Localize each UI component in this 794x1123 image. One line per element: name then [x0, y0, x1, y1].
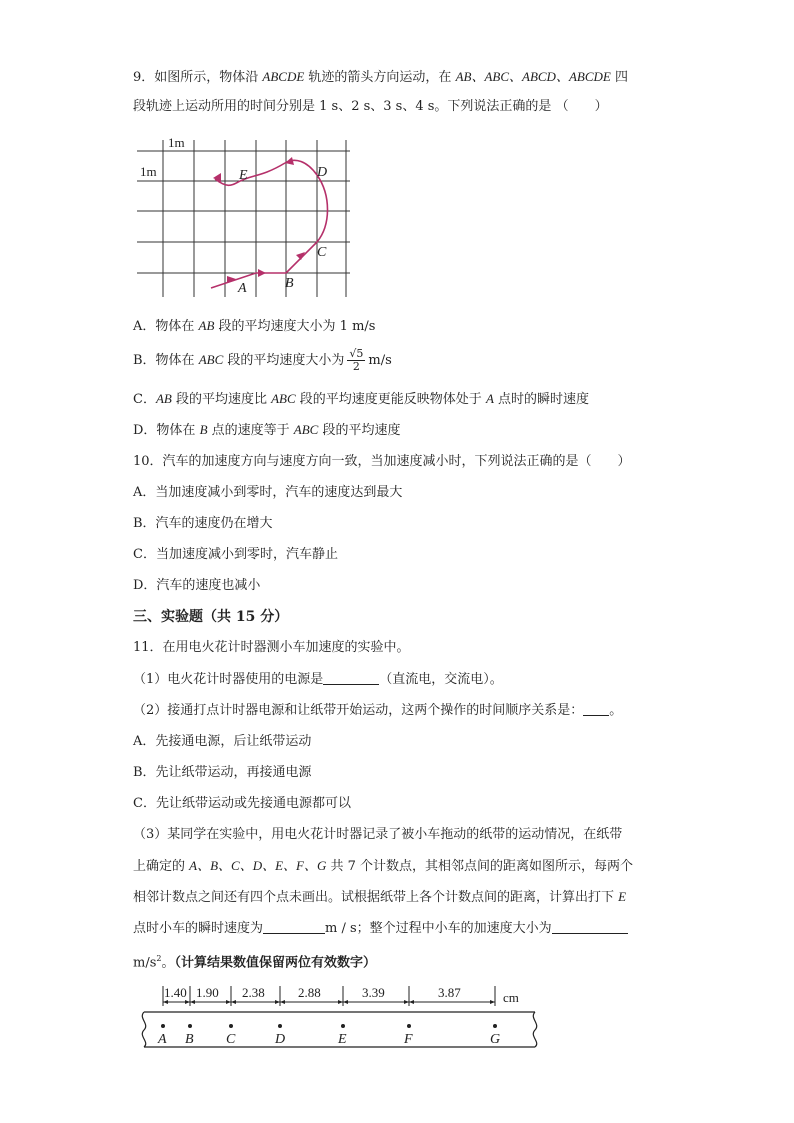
tape-dots	[161, 1024, 497, 1028]
option-a-text: A．物体在	[133, 319, 199, 334]
q11-option-b: B．先让纸带运动，再接通电源	[133, 765, 312, 780]
q11-unit: m/s	[133, 955, 157, 971]
q11-points-label: A、B、C、D、E、F、G	[189, 858, 327, 873]
distance-ab: 1.40	[164, 985, 187, 1000]
unit-cm: cm	[503, 990, 519, 1005]
option-d-text-3: 段的平均速度	[318, 423, 401, 438]
fraction-denominator: 2	[352, 360, 360, 373]
tape-point-d: D	[275, 1032, 286, 1047]
q9-option-c	[133, 390, 589, 409]
point-label-c: C	[317, 245, 327, 260]
q11-stem: 11．在用电火花计时器测小车加速度的实验中。	[133, 640, 410, 655]
option-d-seg: ABC	[293, 422, 319, 437]
fraction-numerator: √5	[349, 347, 364, 360]
ticker-tape-figure	[130, 980, 550, 1055]
tape-point-g: G	[490, 1032, 501, 1047]
option-a-seg: AB	[198, 318, 215, 333]
option-c-point: A	[485, 391, 494, 406]
option-c-text: C．	[133, 392, 156, 407]
option-d-text-2: 点的速度等于	[207, 423, 294, 438]
q9-trajectory-figure	[135, 135, 355, 300]
option-b-seg: ABC	[198, 352, 224, 367]
distance-fg: 3.87	[438, 985, 461, 1000]
q11-part3-line1: （3）某同学在实验中，用电火花计时器记录了被小车拖动的纸带的运动情况，在纸带	[133, 827, 623, 842]
point-label-e: E	[239, 168, 248, 183]
q10-option-a: A．当加速度减小到零时，汽车的速度达到最大	[133, 485, 403, 500]
option-c-text-3: 段的平均速度更能反映物体处于	[295, 392, 486, 407]
q9-path-label: ABCDE	[262, 69, 305, 84]
section-title: 三、实验题（共 15 分）	[133, 609, 289, 625]
q11-part1	[133, 670, 503, 689]
point-label-a: A	[238, 281, 247, 296]
trajectory-curve	[211, 160, 328, 288]
q11-part3-text-4: 点时小车的瞬时速度为	[133, 921, 264, 936]
option-b-text: B．物体在	[133, 353, 199, 368]
option-c-text-4: 点时的瞬时速度	[493, 392, 590, 407]
q10-option-c: C．当加速度减小到零时，汽车静止	[133, 547, 338, 562]
q10-option-b: B．汽车的速度仍在增大	[133, 516, 273, 531]
option-c-text-2: 段的平均速度比	[171, 392, 272, 407]
q11-period: 。	[161, 955, 175, 971]
point-label-d: D	[317, 165, 328, 180]
tape-point-b: B	[185, 1032, 194, 1047]
trajectory-arrows	[213, 157, 305, 283]
q11-option-c: C．先让纸带运动或先接通电源都可以	[133, 796, 351, 811]
grid-lines	[137, 140, 350, 297]
q11-part2-answer-blank[interactable]	[583, 701, 609, 716]
distance-ef: 3.39	[362, 985, 385, 1000]
q11-acceleration-answer-blank[interactable]	[552, 919, 628, 934]
option-b-unit: m/s	[368, 353, 392, 368]
q9-segments-label: AB、ABC、ABCD、ABCDE	[455, 69, 611, 84]
label-1m-top: 1m	[168, 135, 185, 150]
q11-precision-note: （计算结果数值保留两位有效数字）	[174, 955, 377, 971]
option-d-text: D．物体在	[133, 423, 200, 438]
q11-point-e: E	[618, 889, 627, 904]
distance-de: 2.88	[298, 985, 321, 1000]
option-c-seg1: AB	[155, 391, 172, 406]
q11-part3-line2	[133, 857, 633, 876]
q11-part3-text-3: 相邻计数点之间还有四个点未画出。试根据纸带上各个计数点间的距离，计算出打下	[133, 890, 619, 905]
q9-option-a	[133, 317, 375, 336]
point-label-b: B	[285, 276, 294, 291]
q11-part2-text: （2）接通打点计时器电源和让纸带开始运动，这两个操作的时间顺序关系是：	[133, 703, 584, 718]
option-c-seg2: ABC	[271, 391, 296, 406]
option-b-text-2: 段的平均速度大小为	[223, 353, 345, 368]
distance-bc: 1.90	[196, 985, 219, 1000]
q11-part3-line4	[133, 919, 628, 938]
q9-stem-line2: 段轨迹上运动所用的时间分别是 1 s、2 s、3 s、4 s。下列说法正确的是 （ ）	[133, 99, 608, 114]
sqrt5-over-2-fraction	[347, 348, 365, 373]
q11-part1-answer-blank[interactable]	[323, 670, 379, 685]
q11-part1-text: （1）电火花计时器使用的电源是	[133, 672, 324, 687]
tape-point-f: F	[404, 1032, 413, 1047]
q11-part3-text-2: 共 7 个计数点，其相邻点间的距离如图所示，每两个	[326, 859, 634, 874]
tape-point-c: C	[226, 1032, 236, 1047]
option-d-point: B	[199, 422, 208, 437]
q10-stem: 10．汽车的加速度方向与速度方向一致，当加速度减小时，下列说法正确的是（ ）	[133, 454, 631, 469]
arrow-b	[258, 269, 266, 277]
q11-part3-line3	[133, 888, 626, 907]
q11-option-a: A．先接通电源，后让纸带运动	[133, 734, 312, 749]
q9-option-d	[133, 421, 400, 440]
q11-part2	[133, 701, 622, 720]
q11-part3-line5	[133, 950, 376, 972]
q9-stem-line1	[133, 68, 628, 87]
tape-point-a: A	[158, 1032, 167, 1047]
q11-part3-text: 上确定的	[133, 859, 190, 874]
q9-stem-text: 9．如图所示，物体沿	[133, 70, 263, 85]
tape-point-e: E	[338, 1032, 347, 1047]
q11-part2-text-2: 。	[609, 703, 623, 718]
q9-stem-text-3: 四	[610, 70, 628, 85]
q9-option-b	[133, 346, 392, 375]
q11-part1-text-2: （直流电，交流电）。	[379, 672, 503, 687]
distance-cd: 2.38	[242, 985, 265, 1000]
option-a-text-2: 段的平均速度大小为 1 m/s	[214, 319, 376, 334]
q9-stem-text-2: 轨迹的箭头方向运动，在	[304, 70, 456, 85]
q11-velocity-answer-blank[interactable]	[263, 919, 325, 934]
q10-option-d: D．汽车的速度也减小	[133, 578, 261, 593]
q11-unit-exponent: 2	[156, 954, 162, 963]
q11-part3-text-5: m / s；整个过程中小车的加速度大小为	[325, 921, 552, 936]
label-1m-left: 1m	[140, 164, 157, 179]
